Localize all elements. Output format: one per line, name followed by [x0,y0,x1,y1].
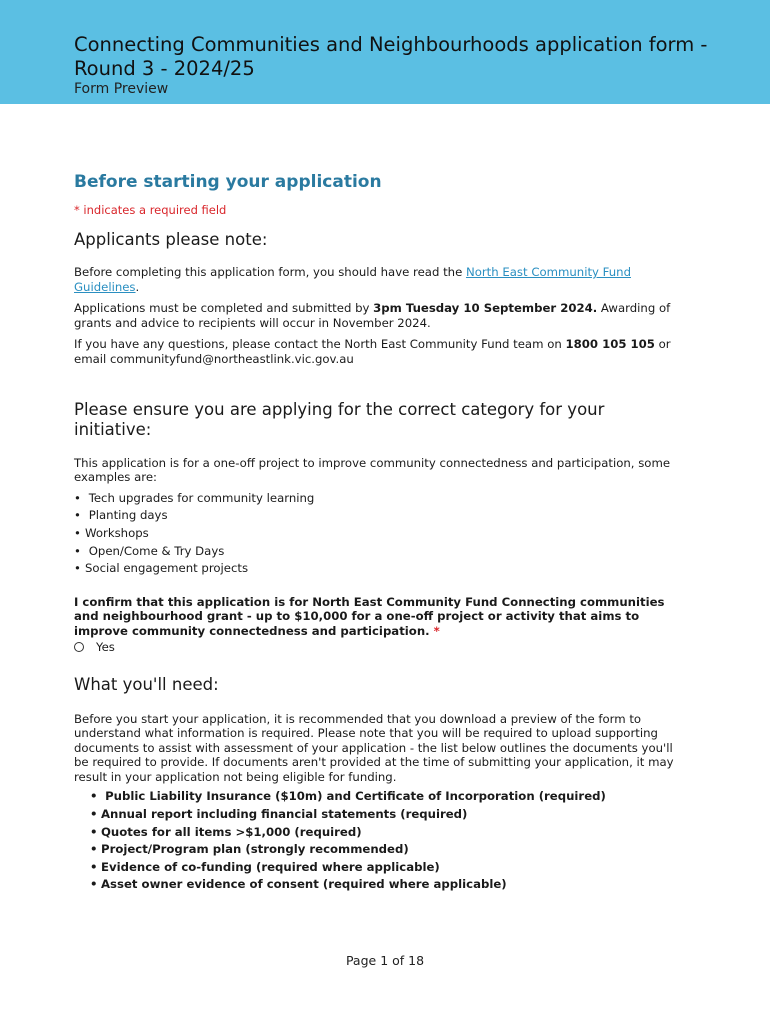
required-field-note: * indicates a required field [74,203,227,217]
deadline-paragraph [74,301,674,330]
category-heading: Please ensure you are applying for the correct category for your initiative: [74,399,605,439]
examples-list [74,490,674,578]
form-title: Connecting Communities and Neighbourhoods application form - Round 3 - 2024/25 [74,33,708,80]
guidelines-text: Before completing this application form, you should have read the [74,265,466,279]
deadline-tail: Awarding of grants and advice to recipients will occur in November 2024. [74,301,671,330]
need-heading: What you'll need: [74,674,219,694]
example-text: Workshops [85,525,149,540]
list-item: • Evidence of co-funding (required where applicable) [90,859,440,874]
example-text: Open/Come & Try Days [88,543,225,558]
document-text: Annual report including financial statements (required) [101,807,468,822]
page-number: Page 1 of 18 [345,953,425,968]
list-item: • Public Liability Insurance ($10m) and Certificate of Incorporation (required) [90,789,606,804]
list-item: • Workshops [74,525,149,540]
yes-option[interactable] [74,640,674,654]
contact-paragraph [74,337,674,366]
guidelines-link[interactable]: North East Community Fund Guidelines [74,265,631,294]
document-text: Evidence of co-funding (required where applicable) [101,859,440,874]
list-item: • Project/Program plan (strongly recommended) [90,842,409,857]
guidelines-paragraph [74,265,674,294]
form-content [74,170,674,894]
contact-text: If you have any questions, please contact the North East Community Fund team on [74,337,566,352]
document-text: Quotes for all items >$1,000 (required) [101,824,362,839]
category-intro: This application is for a one-off project to improve community connectedness and participation, some examples are: [74,455,671,485]
document-text: Asset owner evidence of consent (required where applicable) [101,877,507,892]
contact-phone: 1800 105 105 [565,337,655,352]
list-item: • Social engagement projects [74,561,249,576]
list-item: • Asset owner evidence of consent (required where applicable) [90,877,507,892]
applicants-note-heading: Applicants please note: [74,230,268,249]
need-intro: Before you start your application, it is recommended that you download a preview of the form to understand what information is required. Please note that you will be required to upload supporting documents to assist with assessment of your application - the list below outlines the documents you'll be required to provide. If documents aren't provided at the time of submitting your application, it may result in your application not being eligible for funding. [74,711,674,784]
confirm-text: I confirm that this application is for North East Community Fund Connecting communities and neighbourhood grant - up to $10,000 for a one-off project or activity that aims to improve community connectedness and participation. [74,594,665,638]
contact-email: or email communityfund@northeastlink.vic.gov.au [74,337,671,366]
list-item: • Open/Come & Try Days [74,543,225,558]
list-item: • Tech upgrades for community learning [74,490,315,505]
example-text: Social engagement projects [85,561,249,576]
confirm-question [74,595,674,639]
example-text: Tech upgrades for community learning [88,490,315,505]
document-text: Project/Program plan (strongly recommended) [101,842,409,857]
document-text: Public Liability Insurance ($10m) and Certificate of Incorporation (required) [105,789,606,804]
form-subtitle: Form Preview [74,81,169,97]
list-item: • Quotes for all items >$1,000 (required) [90,824,362,839]
form-header [0,0,770,104]
list-item: • Planting days [74,508,168,523]
required-star: * [433,623,440,638]
deadline-text: Applications must be completed and submitted by [74,301,374,316]
guidelines-end: . [135,279,140,294]
list-item: • Annual report including financial statements (required) [90,807,468,822]
yes-label: Yes [96,639,115,654]
deadline-date: 3pm Tuesday 10 September 2024. [373,301,598,316]
section-heading-before: Before starting your application [74,172,382,192]
documents-list [74,788,674,894]
radio-button[interactable] [74,642,84,652]
example-text: Planting days [88,508,168,523]
